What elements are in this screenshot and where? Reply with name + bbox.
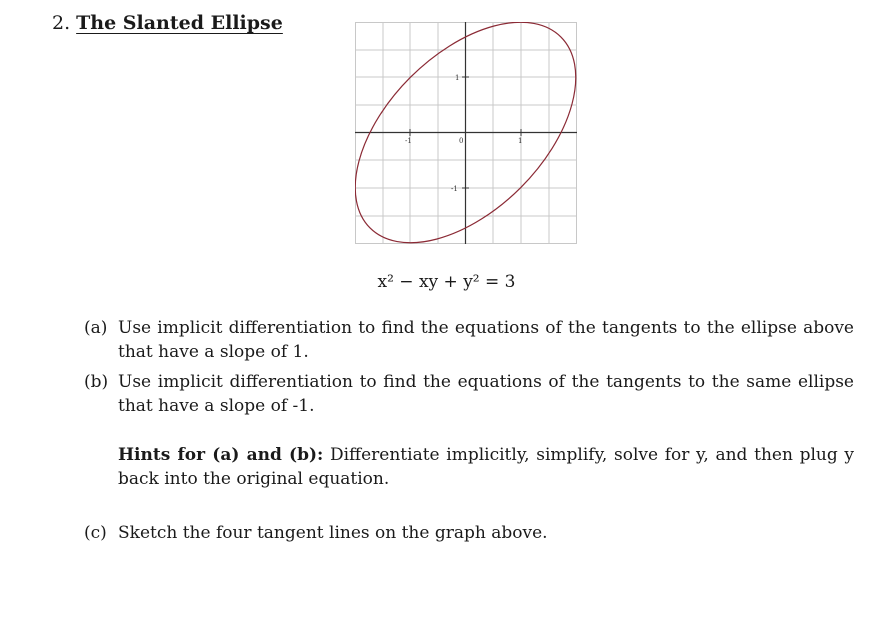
tick-label-origin: 0 <box>459 137 464 145</box>
part-a-label: (a) <box>84 318 108 338</box>
problem-title: The Slanted Ellipse <box>76 12 283 34</box>
part-b <box>84 370 854 418</box>
ellipse-graph <box>355 22 577 244</box>
part-a-text: Use implicit differentiation to find the equations of the tangents to the ellipse above that have a slope of 1. <box>118 318 854 362</box>
part-c-text: Sketch the four tangent lines on the graph above. <box>118 523 548 543</box>
tick-label-x-1: 1 <box>518 137 523 145</box>
part-a <box>84 316 854 364</box>
hint-label: Hints for (a) and (b): <box>118 445 324 465</box>
ellipse-equation: x² − xy + y² = 3 <box>377 272 516 292</box>
hint-paragraph <box>118 443 854 491</box>
part-b-label: (b) <box>84 372 109 392</box>
hint-text: Differentiate implicitly, simplify, solve for y, and then plug y back into the original equation. <box>118 445 855 489</box>
problem-number: 2. <box>52 12 71 34</box>
part-b-text: Use implicit differentiation to find the equations of the tangents to the same ellipse that have a slope of -1. <box>118 372 854 416</box>
tick-label-y-1: 1 <box>455 74 460 82</box>
part-c <box>84 521 854 545</box>
axes <box>355 22 577 244</box>
tick-label-y-neg1: -1 <box>451 185 458 193</box>
problem-heading <box>52 12 283 34</box>
tick-label-x-neg1: -1 <box>405 137 412 145</box>
part-c-label: (c) <box>84 523 107 543</box>
